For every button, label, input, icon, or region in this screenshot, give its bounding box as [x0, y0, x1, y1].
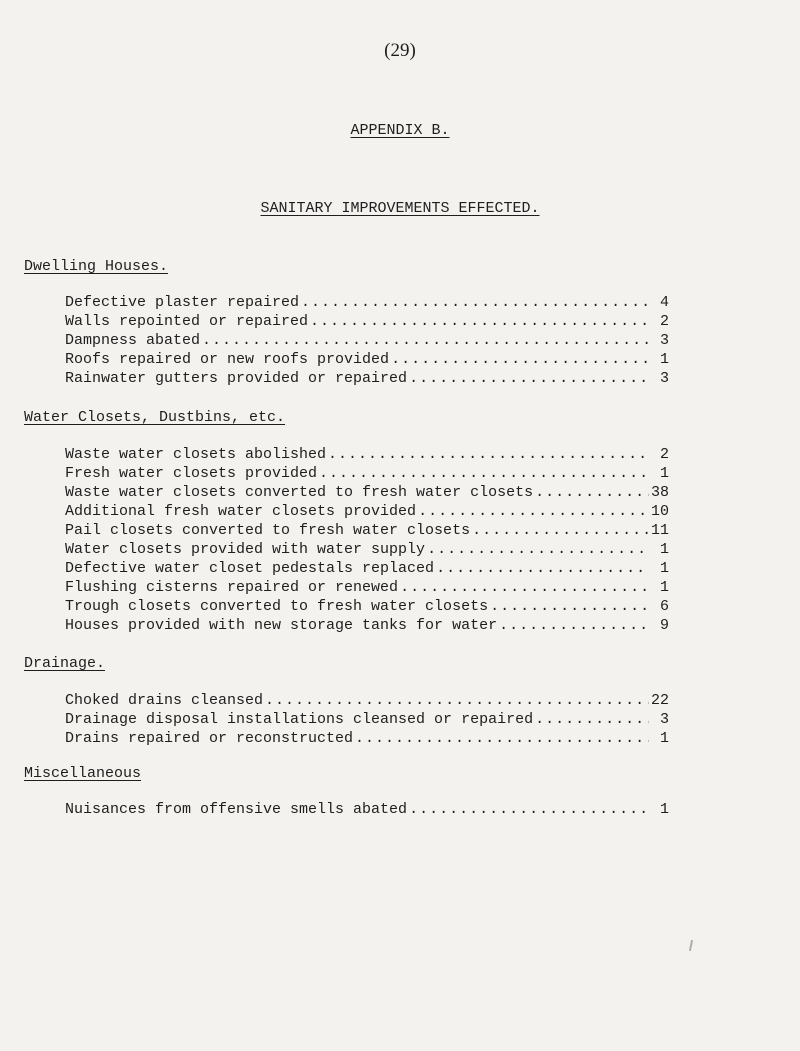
item-count: 1 — [659, 351, 669, 368]
item-label: Trough closets converted to fresh water closets — [65, 598, 489, 615]
item-count: 1 — [659, 465, 669, 482]
leader-dots — [490, 597, 649, 616]
item-label: Flushing cisterns repaired or renewed — [65, 579, 399, 596]
list-item — [65, 578, 669, 597]
list-item — [65, 331, 669, 350]
item-count: 2 — [659, 446, 669, 463]
leader-dots — [436, 559, 649, 578]
section-heading-miscellaneous — [24, 765, 141, 782]
leader-dots — [400, 578, 649, 597]
list-item — [65, 502, 669, 521]
stray-pencil-mark — [689, 940, 693, 951]
appendix-title-text: APPENDIX B. — [350, 122, 450, 139]
leader-dots — [409, 800, 649, 819]
leader-dots — [265, 691, 649, 710]
item-count: 1 — [659, 730, 669, 747]
item-count: 1 — [659, 579, 669, 596]
section-heading-text: Miscellaneous — [24, 765, 142, 782]
item-count: 3 — [659, 711, 669, 728]
list-item — [65, 445, 669, 464]
item-count: 1 — [659, 801, 669, 818]
list-item — [65, 616, 669, 635]
list-item — [65, 559, 669, 578]
list-item — [65, 293, 669, 312]
leader-dots — [319, 464, 649, 483]
item-label: Houses provided with new storage tanks for water — [65, 617, 498, 634]
item-label: Rainwater gutters provided or repaired — [65, 370, 408, 387]
leader-dots — [355, 729, 649, 748]
list-item — [65, 691, 669, 710]
item-label: Roofs repaired or new roofs provided — [65, 351, 390, 368]
list-item — [65, 540, 669, 559]
list-item — [65, 729, 669, 748]
item-count: 11 — [650, 522, 669, 539]
item-count: 1 — [659, 560, 669, 577]
item-label: Dampness abated — [65, 332, 201, 349]
list-item — [65, 710, 669, 729]
item-count: 22 — [650, 692, 669, 709]
appendix-title — [0, 122, 800, 139]
item-label: Walls repointed or repaired — [65, 313, 309, 330]
dwelling-houses-list — [65, 293, 669, 388]
list-item — [65, 312, 669, 331]
list-item — [65, 464, 669, 483]
list-item — [65, 350, 669, 369]
leader-dots — [202, 331, 649, 350]
leader-dots — [310, 312, 649, 331]
drainage-list — [65, 691, 669, 748]
item-count: 3 — [659, 370, 669, 387]
section-heading-water-closets — [24, 409, 285, 426]
item-count: 1 — [659, 541, 669, 558]
leader-dots — [472, 521, 649, 540]
section-heading-dwelling-houses — [24, 258, 168, 275]
leader-dots — [418, 502, 649, 521]
list-item — [65, 800, 669, 819]
item-count: 9 — [659, 617, 669, 634]
item-count: 4 — [659, 294, 669, 311]
item-label: Defective plaster repaired — [65, 294, 300, 311]
list-item — [65, 597, 669, 616]
item-label: Drains repaired or reconstructed — [65, 730, 354, 747]
leader-dots — [427, 540, 649, 559]
section-heading-text: Dwelling Houses. — [24, 258, 169, 275]
item-label: Additional fresh water closets provided — [65, 503, 417, 520]
item-label: Water closets provided with water supply — [65, 541, 426, 558]
item-count: 38 — [650, 484, 669, 501]
main-heading — [0, 200, 800, 217]
section-heading-text: Drainage. — [24, 655, 106, 672]
item-label: Nuisances from offensive smells abated — [65, 801, 408, 818]
leader-dots — [409, 369, 649, 388]
leader-dots — [499, 616, 649, 635]
item-label: Waste water closets converted to fresh water closets — [65, 484, 534, 501]
leader-dots — [535, 483, 649, 502]
list-item — [65, 521, 669, 540]
item-count: 10 — [650, 503, 669, 520]
item-count: 6 — [659, 598, 669, 615]
item-label: Waste water closets abolished — [65, 446, 327, 463]
item-label: Fresh water closets provided — [65, 465, 318, 482]
leader-dots — [301, 293, 649, 312]
item-label: Defective water closet pedestals replaced — [65, 560, 435, 577]
water-closets-list — [65, 445, 669, 635]
item-label: Pail closets converted to fresh water closets — [65, 522, 471, 539]
list-item — [65, 483, 669, 502]
item-count: 3 — [659, 332, 669, 349]
item-label: Drainage disposal installations cleansed or repaired — [65, 711, 534, 728]
leader-dots — [328, 445, 649, 464]
page-number: (29) — [384, 40, 416, 61]
item-count: 2 — [659, 313, 669, 330]
item-label: Choked drains cleansed — [65, 692, 264, 709]
main-heading-text: SANITARY IMPROVEMENTS EFFECTED. — [260, 200, 540, 217]
section-heading-text: Water Closets, Dustbins, etc. — [24, 409, 286, 426]
leader-dots — [391, 350, 649, 369]
miscellaneous-list — [65, 800, 669, 819]
section-heading-drainage — [24, 655, 105, 672]
list-item — [65, 369, 669, 388]
leader-dots — [535, 710, 649, 729]
